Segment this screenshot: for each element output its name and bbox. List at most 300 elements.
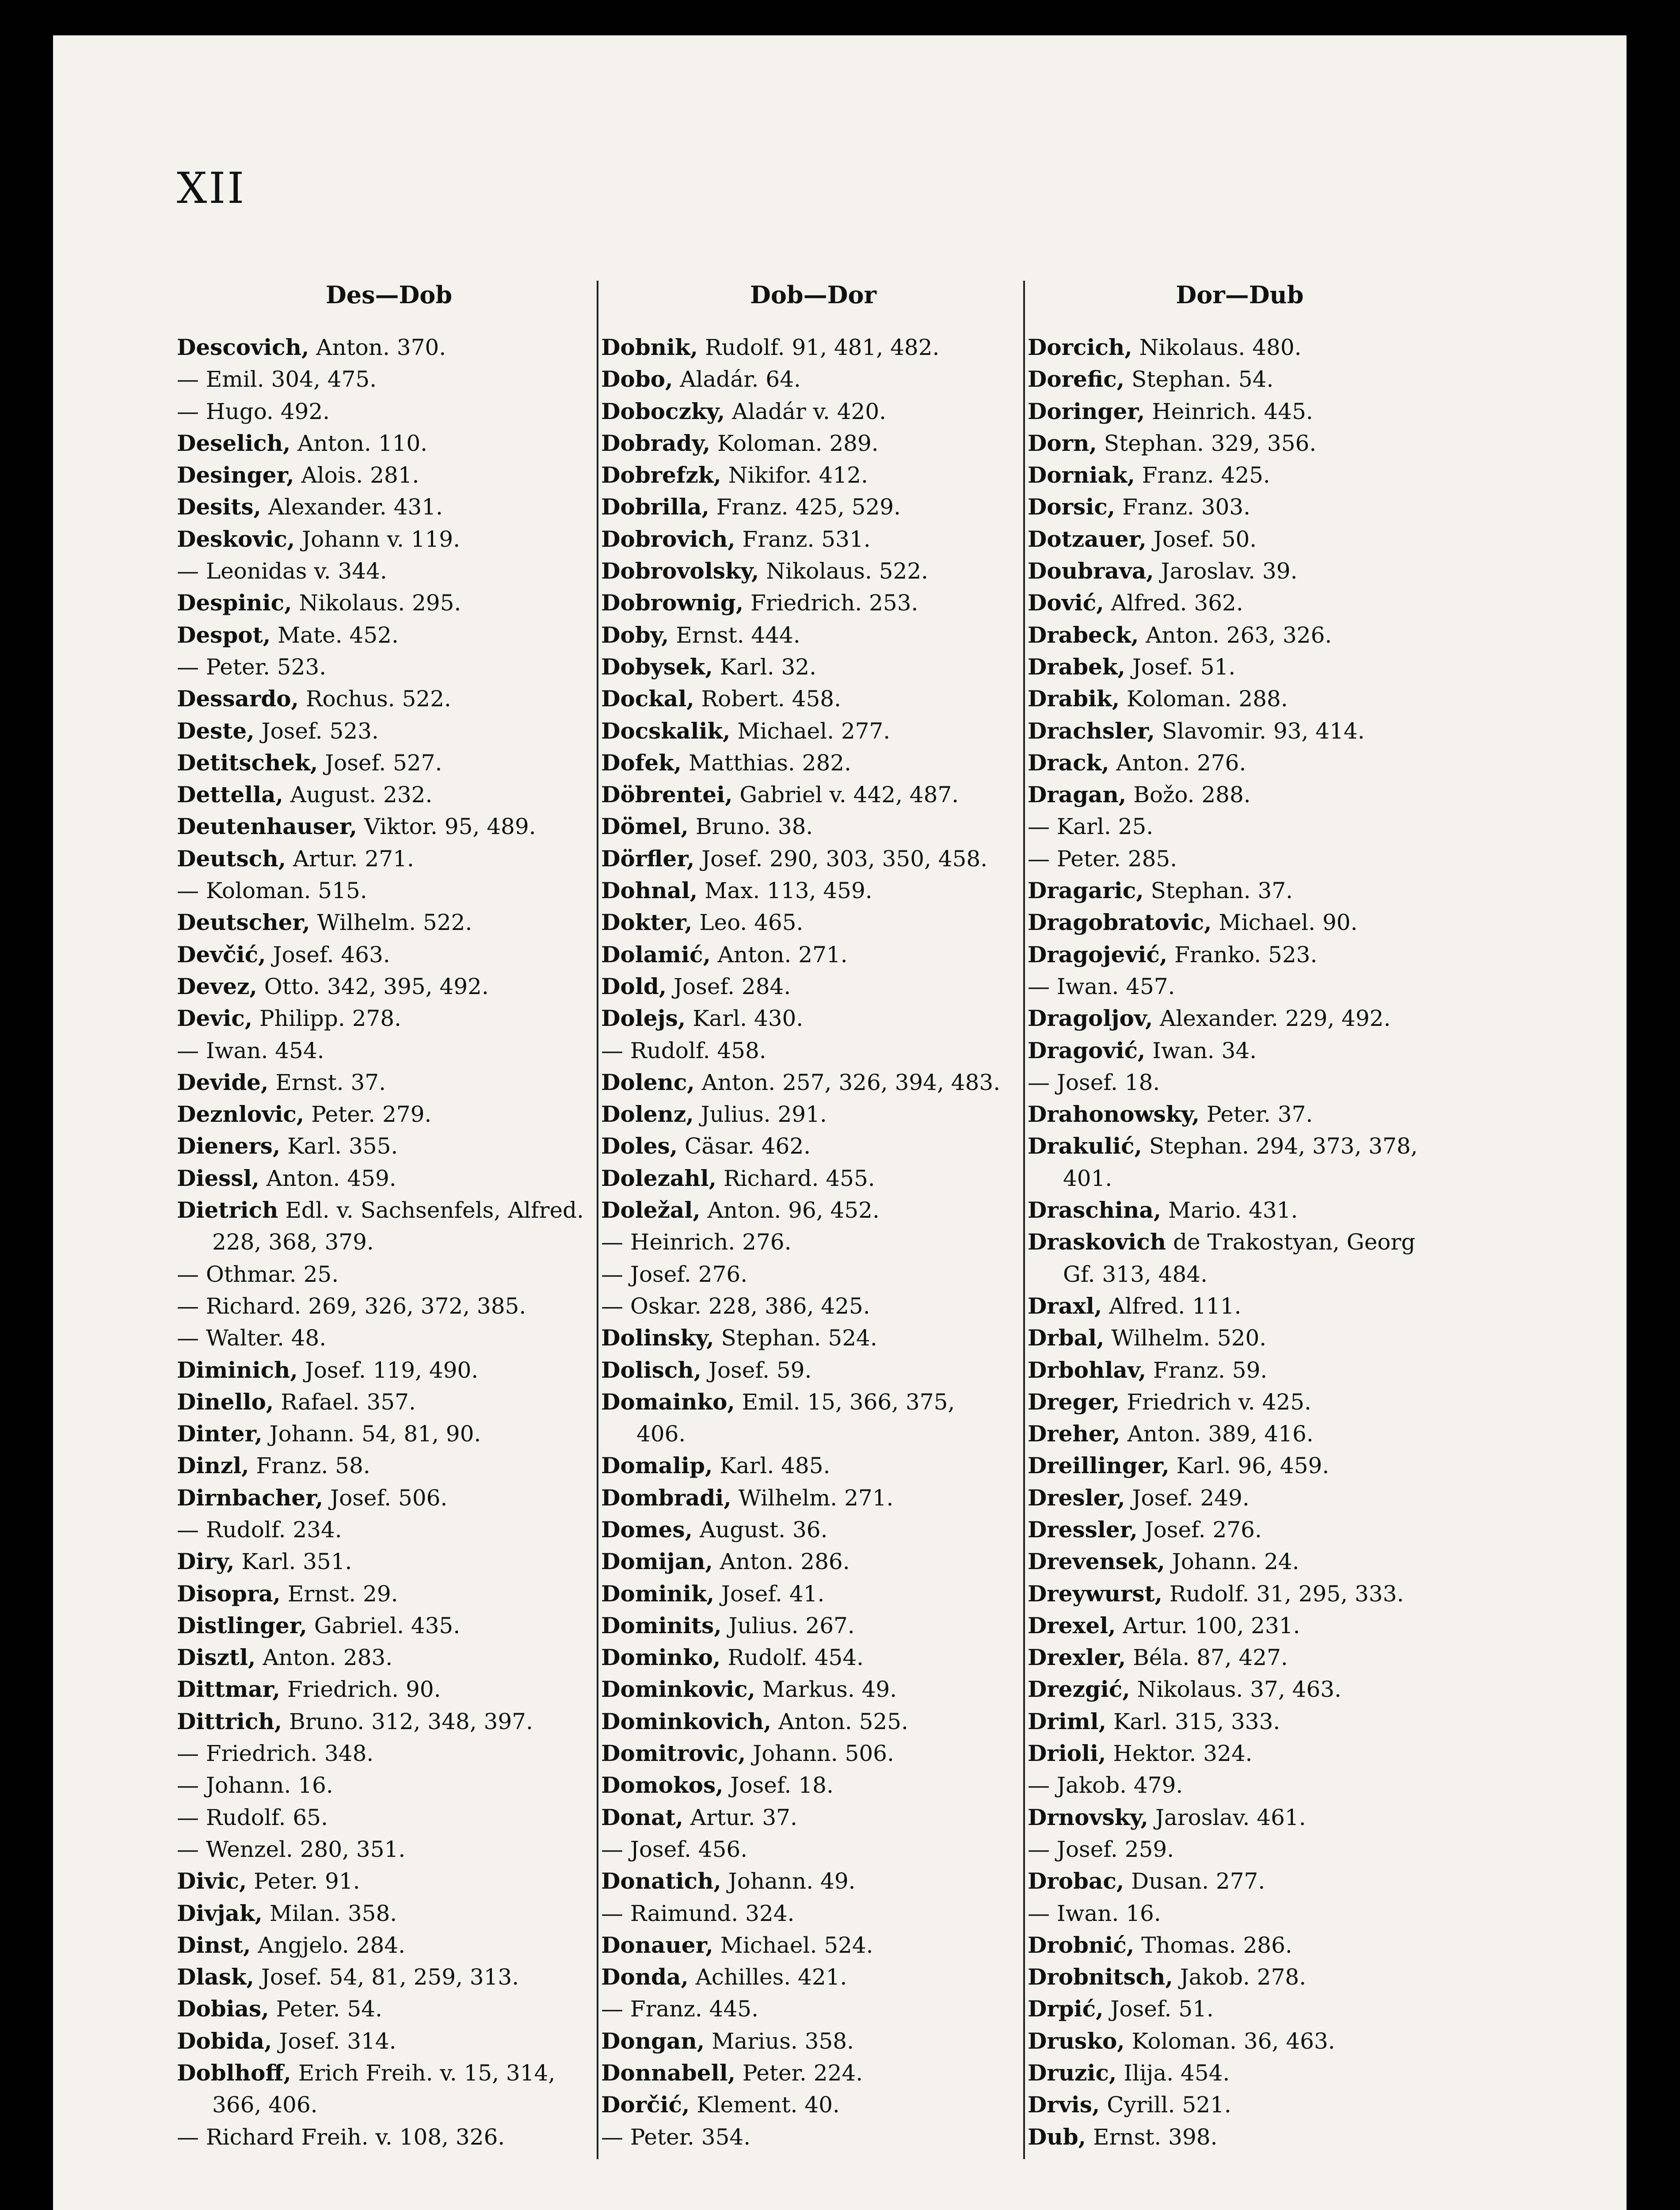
index-entry [1028, 811, 1452, 842]
entry-details: Erich Freih. v. 15, 314, [298, 2060, 556, 2086]
index-entry [601, 715, 1025, 747]
entry-surname: Donat, [601, 1804, 683, 1830]
index-entry [601, 1386, 1025, 1418]
entry-details: — Heinrich. 276. [601, 1229, 792, 1255]
entry-surname: Doby, [601, 621, 669, 648]
index-entry [601, 747, 1025, 779]
entry-details: — Johann. 16. [177, 1772, 333, 1798]
index-entry [1028, 2121, 1452, 2153]
index-entry [1028, 1706, 1452, 1738]
index-entry [1028, 971, 1452, 1002]
entry-surname: Detitschek, [177, 749, 318, 776]
entry-surname: Dinello, [177, 1388, 274, 1415]
entry-details: Dusan. 277. [1131, 1868, 1265, 1894]
entry-details: — Emil. 304, 475. [177, 366, 377, 392]
index-entry [601, 1514, 1025, 1546]
entry-surname: Dorsic, [1028, 494, 1116, 520]
entry-list [177, 332, 601, 2153]
index-entry [601, 1673, 1025, 1705]
entry-details: Josef. 290, 303, 350, 458. [701, 846, 988, 872]
index-entry [177, 1130, 601, 1162]
index-entry [177, 1929, 601, 1961]
index-entry [601, 1706, 1025, 1738]
index-entry [1028, 332, 1452, 363]
index-entry [601, 1738, 1025, 1769]
entry-surname: Drexel, [1028, 1612, 1116, 1638]
entry-details: — Friedrich. 348. [177, 1741, 374, 1767]
index-entry [1028, 1226, 1452, 1258]
index-entry [177, 587, 601, 619]
index-entry [601, 1865, 1025, 1897]
index-entry [177, 747, 601, 779]
entry-surname: Dorcich, [1028, 334, 1132, 360]
index-entry [601, 1769, 1025, 1801]
entry-details: Max. 113, 459. [705, 878, 872, 904]
entry-surname: Doležal, [601, 1197, 701, 1223]
entry-surname: Drachsler, [1028, 717, 1155, 744]
entry-surname: Dragobratovic, [1028, 909, 1212, 936]
entry-details: Koloman. 288. [1127, 686, 1288, 712]
entry-details: — Othmar. 25. [177, 1261, 339, 1287]
entry-details: Ernst. 398. [1093, 2124, 1218, 2150]
entry-surname: Dittmar, [177, 1676, 280, 1703]
index-entry [1028, 523, 1452, 555]
index-entry [1028, 587, 1452, 619]
entry-details: Peter. 54. [276, 1996, 382, 2022]
index-entry [601, 523, 1025, 555]
entry-details: — Hugo. 492. [177, 398, 330, 424]
entry-details: Anton. 271. [717, 941, 848, 968]
index-entry [177, 1738, 601, 1769]
entry-details: Friedrich. 253. [750, 590, 918, 616]
entry-details: Anton. 525. [778, 1708, 908, 1734]
entry-surname: Donatich, [601, 1868, 721, 1894]
entry-surname: Drbohlav, [1028, 1356, 1147, 1383]
entry-details: Božo. 288. [1133, 782, 1251, 808]
entry-details: Johann. 54, 81, 90. [269, 1421, 481, 1447]
entry-surname: Donauer, [601, 1932, 713, 1958]
entry-surname: Drvis, [1028, 2092, 1100, 2118]
entry-details: Matthias. 282. [689, 750, 851, 776]
index-entry [601, 1035, 1025, 1067]
entry-surname: Dorefic, [1028, 366, 1125, 392]
index-entry [601, 2121, 1025, 2153]
entry-surname: Despinic, [177, 590, 292, 616]
entry-details: — Iwan. 457. [1028, 973, 1175, 999]
index-entry [1028, 1961, 1452, 1993]
entry-surname: Dinzl, [177, 1452, 249, 1479]
index-entry [1028, 1482, 1452, 1514]
index-entry [1028, 1865, 1452, 1897]
entry-surname: Dominko, [601, 1644, 721, 1671]
index-entry [177, 779, 601, 811]
entry-details: — Peter. 523. [177, 654, 327, 680]
index-entry [1028, 1610, 1452, 1642]
entry-details: — Richard Freih. v. 108, 326. [177, 2124, 505, 2150]
index-entry [177, 1610, 601, 1642]
paper-sheet [53, 35, 1627, 2210]
entry-details: Karl. 351. [241, 1549, 352, 1575]
entry-surname: Dreywurst, [1028, 1580, 1162, 1607]
entry-details: Peter. 91. [254, 1868, 360, 1894]
entry-details: Milan. 358. [269, 1900, 397, 1926]
entry-details: Karl. 430. [693, 1006, 804, 1032]
entry-surname: Dockal, [601, 686, 694, 712]
index-entry [1028, 651, 1452, 683]
index-entry [601, 1002, 1025, 1034]
entry-details: Johann. 24. [1172, 1549, 1299, 1575]
entry-details: Bruno. 312, 348, 397. [289, 1708, 533, 1734]
index-entry [601, 971, 1025, 1002]
index-entry [601, 1578, 1025, 1610]
entry-surname: Drahonowsky, [1028, 1101, 1200, 1128]
entry-details: Michael. 90. [1219, 910, 1358, 936]
entry-details: Emil. 15, 366, 375, [742, 1389, 955, 1415]
entry-surname: Druzic, [1028, 2060, 1117, 2086]
entry-details: Rudolf. 91, 481, 482. [705, 335, 940, 360]
index-entry [1028, 1386, 1452, 1418]
index-entry [601, 396, 1025, 427]
entry-details: — Iwan. 16. [1028, 1900, 1161, 1926]
entry-surname: Desinger, [177, 462, 294, 488]
entry-surname: Divic, [177, 1868, 247, 1894]
entry-details: Ernst. 444. [676, 622, 800, 648]
entry-details: 406. [636, 1421, 686, 1447]
entry-surname: Drobnić, [1028, 1932, 1135, 1958]
entry-details: — Peter. 285. [1028, 846, 1177, 872]
index-entry [1028, 1673, 1452, 1705]
index-entry [601, 811, 1025, 842]
index-entry [177, 1322, 601, 1354]
entry-surname: Drobac, [1028, 1868, 1124, 1894]
entry-details: Slavomir. 93, 414. [1162, 718, 1365, 744]
entry-details: Markus. 49. [762, 1677, 897, 1703]
entry-details: Jakob. 278. [1180, 1964, 1307, 1990]
entry-details: Bruno. 38. [695, 814, 813, 840]
entry-list [1028, 332, 1452, 2153]
entry-surname: Dorčić, [601, 2092, 690, 2118]
entry-details: Philipp. 278. [259, 1006, 401, 1032]
entry-details: Anton. 257, 326, 394, 483. [701, 1069, 1001, 1095]
entry-surname: Deutenhauser, [177, 813, 357, 840]
entry-surname: Dold, [601, 973, 667, 999]
index-entry [1028, 1322, 1452, 1354]
index-entry [177, 1802, 601, 1833]
entry-surname: Drezgić, [1028, 1676, 1130, 1703]
entry-surname: Dobida, [177, 2027, 272, 2054]
index-entry [601, 363, 1025, 395]
index-entry [1028, 1098, 1452, 1130]
entry-details: August. 36. [699, 1517, 828, 1543]
index-entry [601, 491, 1025, 523]
entry-surname: Dietrich [177, 1197, 278, 1223]
entry-surname: Donda, [601, 1964, 689, 1990]
entry-surname: Dragoljov, [1028, 1005, 1153, 1032]
entry-details: Heinrich. 445. [1152, 398, 1313, 424]
entry-surname: Dittrich, [177, 1708, 282, 1734]
index-entry [601, 1098, 1025, 1130]
entry-surname: Dobrovich, [601, 526, 735, 552]
index-entry [1028, 1194, 1452, 1226]
entry-details: Richard. 455. [723, 1165, 875, 1191]
entry-details: Peter. 37. [1206, 1101, 1313, 1128]
entry-surname: Diry, [177, 1548, 235, 1575]
entry-surname: Devide, [177, 1069, 269, 1095]
entry-details: Michael. 277. [737, 718, 891, 744]
entry-details: Michael. 524. [720, 1932, 873, 1958]
index-entry [1028, 1002, 1452, 1034]
entry-surname: Domalip, [601, 1452, 713, 1479]
entry-details: Thomas. 286. [1141, 1932, 1292, 1958]
entry-surname: Drobnitsch, [1028, 1964, 1173, 1990]
index-entry [177, 843, 601, 875]
entry-surname: Dettella, [177, 781, 283, 808]
index-entry [177, 1769, 601, 1801]
entry-details: August. 232. [290, 782, 433, 808]
index-entry [601, 427, 1025, 459]
entry-details: de Trakostyan, Georg [1173, 1229, 1416, 1255]
entry-details: Aladár. 64. [680, 366, 801, 392]
entry-details: Franz. 58. [256, 1453, 370, 1479]
index-entry [177, 2089, 601, 2121]
index-entry [177, 1450, 601, 1482]
entry-surname: Dolenc, [601, 1069, 695, 1095]
entry-surname: Dohnal, [601, 877, 698, 904]
entry-surname: Dragaric, [1028, 877, 1144, 904]
entry-surname: Deutsch, [177, 845, 286, 872]
entry-surname: Deste, [177, 717, 255, 744]
entry-surname: Draskovich [1028, 1229, 1166, 1255]
entry-details: — Jakob. 479. [1028, 1772, 1183, 1798]
entry-details: Josef. 18. [730, 1772, 834, 1798]
entry-details: Mate. 452. [278, 622, 399, 648]
entry-details: Mario. 431. [1168, 1197, 1298, 1223]
index-entry [601, 1961, 1025, 1993]
entry-details: Wilhelm. 271. [738, 1485, 894, 1511]
entry-surname: Diessl, [177, 1165, 259, 1191]
entry-list [601, 332, 1025, 2153]
index-entry [177, 1546, 601, 1577]
entry-details: Johann. 506. [753, 1741, 894, 1767]
index-entry [1028, 683, 1452, 715]
entry-details: — Raimund. 324. [601, 1900, 795, 1926]
entry-surname: Doboczky, [601, 398, 725, 424]
entry-details: Josef. 51. [1132, 654, 1236, 680]
index-entry [601, 939, 1025, 971]
index-entry [177, 1482, 601, 1514]
index-entry [1028, 1738, 1452, 1769]
entry-surname: Diminich, [177, 1356, 298, 1383]
index-entry [1028, 2057, 1452, 2089]
entry-details: Josef. 119, 490. [305, 1357, 479, 1383]
index-entry [601, 1258, 1025, 1290]
entry-details: — Franz. 445. [601, 1996, 758, 2022]
entry-surname: Drusko, [1028, 2027, 1125, 2054]
entry-details: Anton. 263, 326. [1146, 622, 1332, 648]
index-entry [601, 1226, 1025, 1258]
entry-details: Klement. 40. [697, 2092, 840, 2118]
index-entry [177, 1898, 601, 1929]
index-entry [1028, 1130, 1452, 1162]
entry-details: Anton. 110. [297, 430, 428, 456]
index-column-3 [1028, 35, 1452, 2210]
index-entry [601, 1354, 1025, 1386]
entry-details: Stephan. 54. [1131, 366, 1274, 392]
entry-surname: Dreillinger, [1028, 1452, 1170, 1479]
index-entry [177, 875, 601, 907]
entry-details: Rafael. 357. [281, 1389, 416, 1415]
entry-details: Josef. 276. [1144, 1517, 1262, 1543]
entry-details: Wilhelm. 522. [317, 910, 472, 936]
index-entry [1028, 1993, 1452, 2025]
entry-details: — Josef. 456. [601, 1836, 748, 1862]
entry-details: Jaroslav. 461. [1155, 1804, 1306, 1830]
entry-details: — Josef. 259. [1028, 1836, 1174, 1862]
entry-surname: Domijan, [601, 1548, 713, 1575]
entry-details: Friedrich. 90. [287, 1677, 441, 1703]
entry-details: — Richard. 269, 326, 372, 385. [177, 1293, 526, 1319]
index-entry [601, 1610, 1025, 1642]
entry-surname: Dominkovich, [601, 1708, 772, 1734]
index-entry [1028, 619, 1452, 651]
index-entry [1028, 2025, 1452, 2057]
entry-details: Josef. 523. [261, 718, 379, 744]
entry-details: Leo. 465. [699, 910, 804, 936]
index-entry [1028, 1514, 1452, 1546]
index-entry [1028, 1929, 1452, 1961]
entry-details: Anton. 96, 452. [707, 1197, 880, 1223]
entry-surname: Drabeck, [1028, 621, 1139, 648]
entry-details: Anton. 286. [720, 1549, 850, 1575]
entry-details: Josef. 506. [330, 1485, 448, 1511]
entry-surname: Doles, [601, 1133, 678, 1159]
index-entry [601, 1993, 1025, 2025]
entry-surname: Deskovic, [177, 526, 295, 552]
entry-surname: Drabik, [1028, 686, 1120, 712]
entry-details: Edl. v. Sachsenfels, Alfred. [285, 1197, 584, 1223]
index-entry [177, 459, 601, 491]
column-header: Des—Dob [325, 281, 453, 309]
entry-details: Josef. 51. [1110, 1996, 1214, 2022]
entry-details: Karl. 96, 459. [1176, 1453, 1330, 1479]
index-entry [177, 1961, 601, 1993]
entry-details: — Rudolf. 458. [601, 1037, 766, 1063]
entry-details: Josef. 59. [708, 1357, 812, 1383]
entry-details: Stephan. 329, 356. [1104, 430, 1317, 456]
index-entry [601, 683, 1025, 715]
entry-details: Anton. 389, 416. [1127, 1421, 1314, 1447]
index-entry [1028, 555, 1452, 587]
index-entry [177, 1290, 601, 1322]
entry-surname: Drioli, [1028, 1740, 1106, 1767]
index-entry [177, 811, 601, 842]
index-entry [601, 843, 1025, 875]
entry-details: Jaroslav. 39. [1161, 558, 1298, 584]
entry-surname: Dresler, [1028, 1484, 1125, 1511]
index-entry [177, 555, 601, 587]
entry-details: Gabriel. 435. [314, 1612, 461, 1638]
index-entry [1028, 427, 1452, 459]
entry-details: Ilija. 454. [1124, 2060, 1230, 2086]
entry-details: Alexander. 431. [268, 494, 443, 520]
entry-details: Béla. 87, 427. [1133, 1645, 1288, 1671]
entry-surname: Driml, [1028, 1708, 1107, 1734]
entry-surname: Drabek, [1028, 653, 1125, 680]
index-entry [601, 779, 1025, 811]
index-entry [177, 1002, 601, 1034]
index-entry [1028, 1802, 1452, 1833]
index-entry [601, 587, 1025, 619]
index-entry [601, 1418, 1025, 1450]
index-entry [177, 1067, 601, 1098]
index-column-1 [177, 35, 601, 2210]
index-entry [1028, 396, 1452, 427]
entry-surname: Despot, [177, 621, 271, 648]
entry-surname: Dorn, [1028, 430, 1097, 456]
entry-details: Johann v. 119. [302, 526, 461, 552]
entry-surname: Dorniak, [1028, 462, 1135, 488]
entry-surname: Divjak, [177, 1900, 263, 1926]
index-entry [601, 1929, 1025, 1961]
entry-surname: Dominits, [601, 1612, 722, 1638]
entry-details: Josef. 284. [673, 973, 791, 999]
entry-details: — Walter. 48. [177, 1325, 327, 1351]
entry-surname: Dragojević, [1028, 941, 1168, 968]
index-entry [1028, 1258, 1452, 1290]
entry-details: Anton. 459. [266, 1165, 396, 1191]
entry-surname: Dragan, [1028, 781, 1127, 808]
entry-details: Peter. 224. [742, 2060, 863, 2086]
index-entry [601, 332, 1025, 363]
entry-details: 401. [1063, 1165, 1112, 1191]
entry-surname: Drpić, [1028, 1996, 1104, 2022]
entry-details: Franko. 523. [1174, 941, 1318, 968]
index-entry [177, 1578, 601, 1610]
entry-surname: Dinst, [177, 1932, 251, 1958]
entry-details: Viktor. 95, 489. [364, 814, 536, 840]
entry-details: Nikolaus. 522. [766, 558, 929, 584]
entry-details: Rudolf. 31, 295, 333. [1169, 1581, 1404, 1607]
entry-surname: Dominkovic, [601, 1676, 755, 1703]
entry-details: — Rudolf. 234. [177, 1517, 342, 1543]
index-entry [1028, 1067, 1452, 1098]
index-entry [177, 1673, 601, 1705]
entry-surname: Dović, [1028, 590, 1104, 616]
entry-details: Iwan. 34. [1152, 1037, 1257, 1063]
index-entry [601, 1130, 1025, 1162]
entry-surname: Devčić, [177, 941, 266, 968]
index-entry [1028, 1578, 1452, 1610]
entry-details: Cyrill. 521. [1107, 2092, 1231, 2118]
entry-surname: Dobo, [601, 366, 673, 392]
index-entry [601, 875, 1025, 907]
entry-surname: Dobrovolsky, [601, 558, 759, 584]
entry-details: Julius. 267. [728, 1612, 855, 1638]
entry-surname: Dömel, [601, 813, 689, 840]
entry-details: Stephan. 37. [1150, 878, 1293, 904]
index-entry [177, 2057, 601, 2089]
index-entry [1028, 491, 1452, 523]
entry-surname: Dreger, [1028, 1388, 1120, 1415]
entry-details: Franz. 425, 529. [716, 494, 901, 520]
entry-surname: Dobysek, [601, 653, 713, 680]
entry-details: 366, 406. [212, 2092, 318, 2118]
entry-details: — Wenzel. 280, 351. [177, 1836, 406, 1862]
entry-surname: Docskalik, [601, 717, 731, 744]
index-entry [1028, 779, 1452, 811]
index-entry [177, 523, 601, 555]
index-entry [177, 619, 601, 651]
